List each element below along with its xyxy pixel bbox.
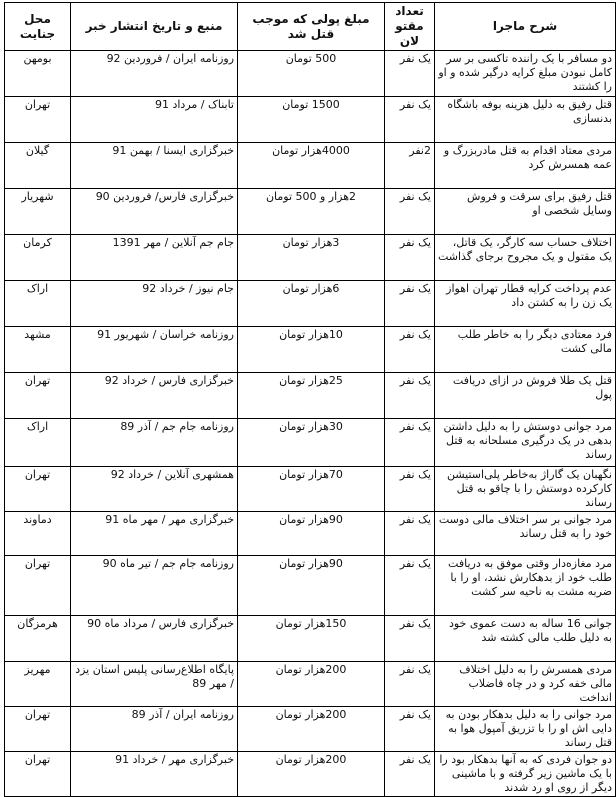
cell-location: گیلان xyxy=(5,143,71,189)
cell-count: یک نفر xyxy=(385,97,435,143)
cell-amount: 150هزار تومان xyxy=(238,616,385,662)
cell-source: خبرگزاری فارس / مرداد ماه 90 xyxy=(71,616,238,662)
cell-source: جام جم آنلاین / مهر 1391 xyxy=(71,235,238,281)
cell-amount: 90هزار تومان xyxy=(238,556,385,616)
cell-amount: 1500 تومان xyxy=(238,97,385,143)
table-row xyxy=(5,556,616,616)
cell-description: مرد مغازه‌دار وقتی موفق به دریافت طلب خود از بدهکارش نشد، او را با ضربه مشت به ناحیه سر کشت xyxy=(435,556,616,616)
cell-location: مشهد xyxy=(5,327,71,373)
cell-location: تهران xyxy=(5,556,71,616)
cell-amount: 200هزار تومان xyxy=(238,662,385,707)
cell-description: مردی همسرش را به دلیل اختلاف مالی خفه کرد و در چاه فاضلاب انداخت xyxy=(435,662,616,707)
table-row xyxy=(5,707,616,752)
cell-count: یک نفر xyxy=(385,556,435,616)
header-description: شرح ماجرا xyxy=(435,3,616,51)
cell-source: خبرگزاری فارس / خرداد 92 xyxy=(71,373,238,419)
cell-description: فرد معتادی دیگر را به خاطر طلب مالی کشت xyxy=(435,327,616,373)
cell-source: همشهری آنلاین / خرداد 92 xyxy=(71,467,238,512)
cell-source: خبرگزاری فارس/ فروردین 90 xyxy=(71,189,238,235)
table-row xyxy=(5,373,616,419)
cell-location: اراک xyxy=(5,281,71,327)
cell-source: تابناک / مرداد 91 xyxy=(71,97,238,143)
table-row xyxy=(5,616,616,662)
cell-count: یک نفر xyxy=(385,467,435,512)
cell-amount: 200هزار تومان xyxy=(238,707,385,752)
cell-count: یک نفر xyxy=(385,662,435,707)
murder-cases-table xyxy=(4,2,616,797)
cell-source: روزنامه جام جم / تیر ماه 90 xyxy=(71,556,238,616)
header-amount: مبلغ پولی که موجب قتل شد xyxy=(238,3,385,51)
cell-count: یک نفر xyxy=(385,512,435,556)
cell-location: تهران xyxy=(5,373,71,419)
cell-source: خبرگزاری مهر / مهر ماه 91 xyxy=(71,512,238,556)
cell-count: یک نفر xyxy=(385,373,435,419)
cell-count: یک نفر xyxy=(385,235,435,281)
table-row xyxy=(5,235,616,281)
header-source: منبع و تاریخ انتشار خبر xyxy=(71,3,238,51)
cell-description: قتل یک طلا فروش در ازای دریافت پول xyxy=(435,373,616,419)
cell-location: اراک xyxy=(5,419,71,467)
cell-description: قتل رفیق به دلیل هزینه بوفه باشگاه بدنسازی xyxy=(435,97,616,143)
cell-location: تهران xyxy=(5,752,71,797)
header-count: تعداد مقتو لان xyxy=(385,3,435,51)
table-row xyxy=(5,189,616,235)
cell-source: پایگاه اطلاع‌رسانی پلیس استان یزد / مهر 89 xyxy=(71,662,238,707)
table-row xyxy=(5,97,616,143)
table-row xyxy=(5,512,616,556)
cell-location: دماوند xyxy=(5,512,71,556)
cell-description: دو جوان فردی که به آنها بدهکار بود را با یک ماشین زیر گرفته و با ماشینی دیگر از روی او رد شدند xyxy=(435,752,616,797)
cell-count: یک نفر xyxy=(385,51,435,97)
cell-amount: 30هزار تومان xyxy=(238,419,385,467)
header-location: محل جنایت xyxy=(5,3,71,51)
cell-description: اختلاف حساب سه کارگر، یک قاتل، یک مقتول و یک مجروح برجای گذاشت xyxy=(435,235,616,281)
table-row xyxy=(5,419,616,467)
cell-count: یک نفر xyxy=(385,419,435,467)
table-row xyxy=(5,143,616,189)
table-row xyxy=(5,467,616,512)
cell-description: دو مسافر با یک راننده تاکسی بر سر کامل نبودن مبلغ کرایه درگیر شده و او را کشتند xyxy=(435,51,616,97)
table-row xyxy=(5,51,616,97)
cell-location: تهران xyxy=(5,97,71,143)
cell-description: مرد جوانی بر سر اختلاف مالی دوست خود را به قتل رساند xyxy=(435,512,616,556)
cell-count: یک نفر xyxy=(385,281,435,327)
cell-amount: 90هزار تومان xyxy=(238,512,385,556)
cell-location: تهران xyxy=(5,467,71,512)
cell-count: یک نفر xyxy=(385,752,435,797)
cell-source: خبرگزاری مهر / خرداد 91 xyxy=(71,752,238,797)
cell-location: تهران xyxy=(5,707,71,752)
cell-location: کرمان xyxy=(5,235,71,281)
cell-count: یک نفر xyxy=(385,189,435,235)
cell-description: مرد جوانی را به دلیل بدهکار بودن به دایی اش او را با تزریق آمپول هوا به قتل رساند xyxy=(435,707,616,752)
table-row xyxy=(5,327,616,373)
cell-amount: 2هزار و 500 تومان xyxy=(238,189,385,235)
table-body xyxy=(5,51,616,797)
cell-amount: 200هزار تومان xyxy=(238,752,385,797)
cell-description: جوانی 16 ساله به دست عموی خود به دلیل طلب مالی کشته شد xyxy=(435,616,616,662)
cell-location: شهریار xyxy=(5,189,71,235)
cell-location: مهریز xyxy=(5,662,71,707)
cell-amount: 500 تومان xyxy=(238,51,385,97)
cell-location: هرمزگان xyxy=(5,616,71,662)
cell-description: نگهبان یک گاراژ به‌خاطر پلی‌استیشن کارکرده دوستش را با چاقو به قتل رساند xyxy=(435,467,616,512)
cell-source: روزنامه خراسان / شهریور 91 xyxy=(71,327,238,373)
cell-description: عدم پرداخت کرایه قطار تهران اهواز یک زن را به کشتن داد xyxy=(435,281,616,327)
cell-source: روزنامه ایران / فروردین 92 xyxy=(71,51,238,97)
cell-amount: 10هزار تومان xyxy=(238,327,385,373)
table-row xyxy=(5,752,616,797)
cell-amount: 3هزار تومان xyxy=(238,235,385,281)
cell-location: بومهن xyxy=(5,51,71,97)
table-row xyxy=(5,281,616,327)
cell-description: مرد جوانی دوستش را به دلیل داشتن بدهی در یک درگیری مسلحانه به قتل رساند xyxy=(435,419,616,467)
cell-count: یک نفر xyxy=(385,327,435,373)
table-row xyxy=(5,662,616,707)
cell-count: 2نفر xyxy=(385,143,435,189)
cell-description: قتل رفیق برای سرقت و فروش وسایل شخصی او xyxy=(435,189,616,235)
cell-amount: 4000هزار تومان xyxy=(238,143,385,189)
cell-source: روزنامه ایران / آذر 89 xyxy=(71,707,238,752)
cell-count: یک نفر xyxy=(385,616,435,662)
header-row xyxy=(5,3,616,51)
cell-source: خبرگزاری ایسنا / بهمن 91 xyxy=(71,143,238,189)
cell-description: مردی معتاد اقدام به قتل مادربزرگ و عمه همسرش کرد xyxy=(435,143,616,189)
cell-count: یک نفر xyxy=(385,707,435,752)
cell-amount: 70هزار تومان xyxy=(238,467,385,512)
cell-amount: 6هزار تومان xyxy=(238,281,385,327)
cell-amount: 25هزار تومان xyxy=(238,373,385,419)
cell-source: جام نیوز / خرداد 92 xyxy=(71,281,238,327)
cell-source: روزنامه جام جم / آذر 89 xyxy=(71,419,238,467)
